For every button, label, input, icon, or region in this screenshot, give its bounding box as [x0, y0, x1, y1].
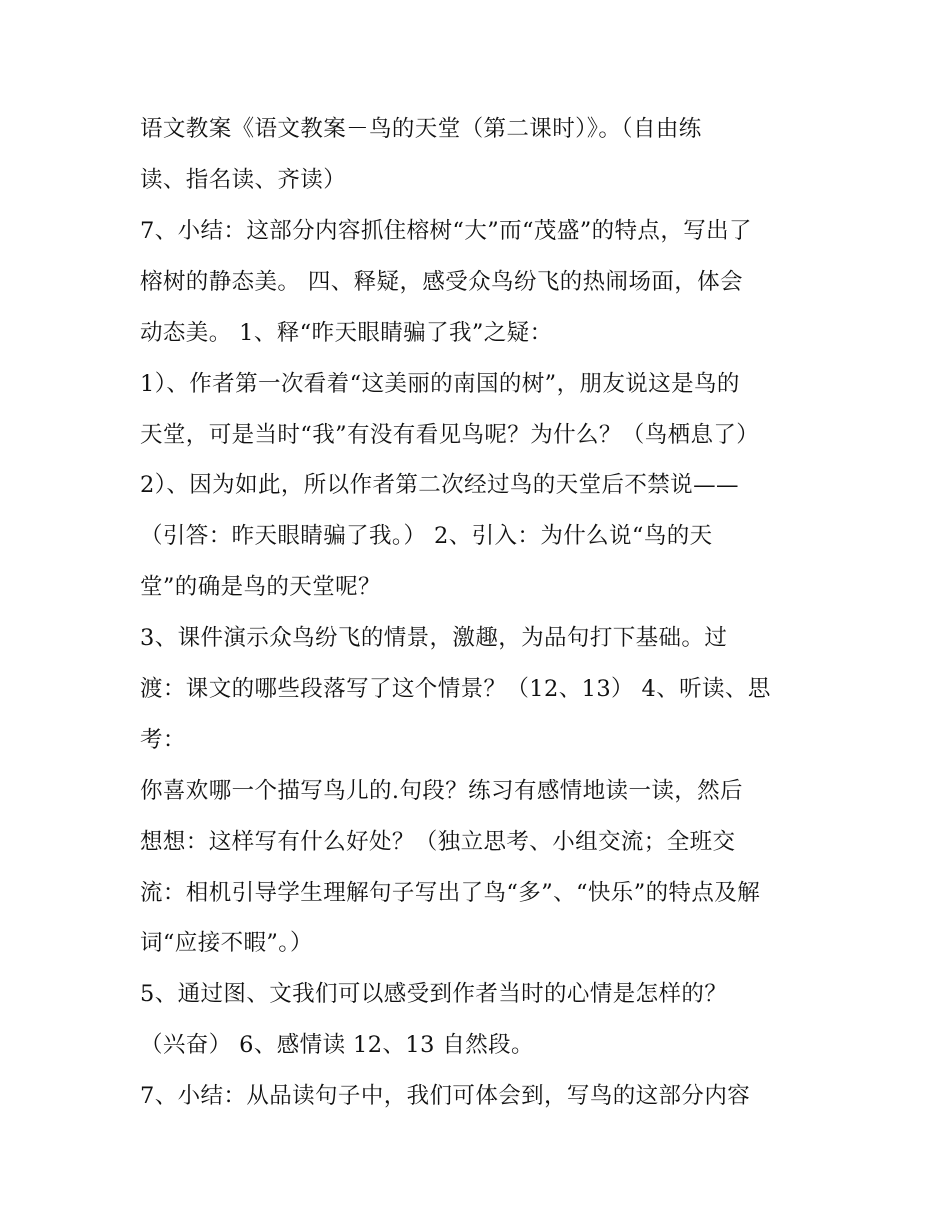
text-line: 想想：这样写有什么好处？（独立思考、小组交流；全班交	[140, 829, 736, 855]
text-line: 你喜欢哪一个描写鸟儿的.句段？练习有感情地读一读，然后	[140, 778, 743, 804]
text-line: （兴奋） 6、感情读 12、13 自然段。	[140, 1032, 534, 1058]
text-line: 渡：课文的哪些段落写了这个情景？（12、13） 4、听读、思	[140, 676, 771, 702]
text-line: （引答：昨天眼睛骗了我。） 2、引入：为什么说“鸟的天	[140, 523, 713, 549]
text-line: 7、小结：这部分内容抓住榕树“大”而“茂盛”的特点，写出了	[140, 218, 752, 244]
text-line: 考：	[140, 727, 186, 753]
text-line: 2）、因为如此，所以作者第二次经过鸟的天堂后不禁说——	[140, 472, 739, 498]
text-line: 动态美。 1、释“昨天眼睛骗了我”之疑：	[140, 320, 553, 346]
text-line: 堂”的确是鸟的天堂呢？	[140, 574, 381, 600]
text-line: 3、课件演示众鸟纷飞的情景，激趣，为品句打下基础。过	[140, 625, 728, 651]
text-line: 7、小结：从品读句子中，我们可体会到，写鸟的这部分内容	[140, 1083, 751, 1109]
text-line: 1）、作者第一次看着“这美丽的南国的树”，朋友说这是鸟的	[140, 371, 740, 397]
text-line: 流：相机引导学生理解句子写出了鸟“多”、“快乐”的特点及解	[140, 880, 761, 906]
text-line: 词“应接不暇”。）	[140, 930, 313, 956]
text-line: 读、指名读、齐读）	[140, 167, 347, 193]
text-line: 5、通过图、文我们可以感受到作者当时的心情是怎样的？	[140, 981, 728, 1007]
text-line: 语文教案《语文教案－鸟的天堂（第二课时）》。（自由练	[140, 116, 702, 142]
text-line: 天堂，可是当时“我”有没有看见鸟呢？为什么？（鸟栖息了）	[140, 422, 760, 448]
text-line: 榕树的静态美。 四、释疑，感受众鸟纷飞的热闹场面，体会	[140, 269, 743, 295]
